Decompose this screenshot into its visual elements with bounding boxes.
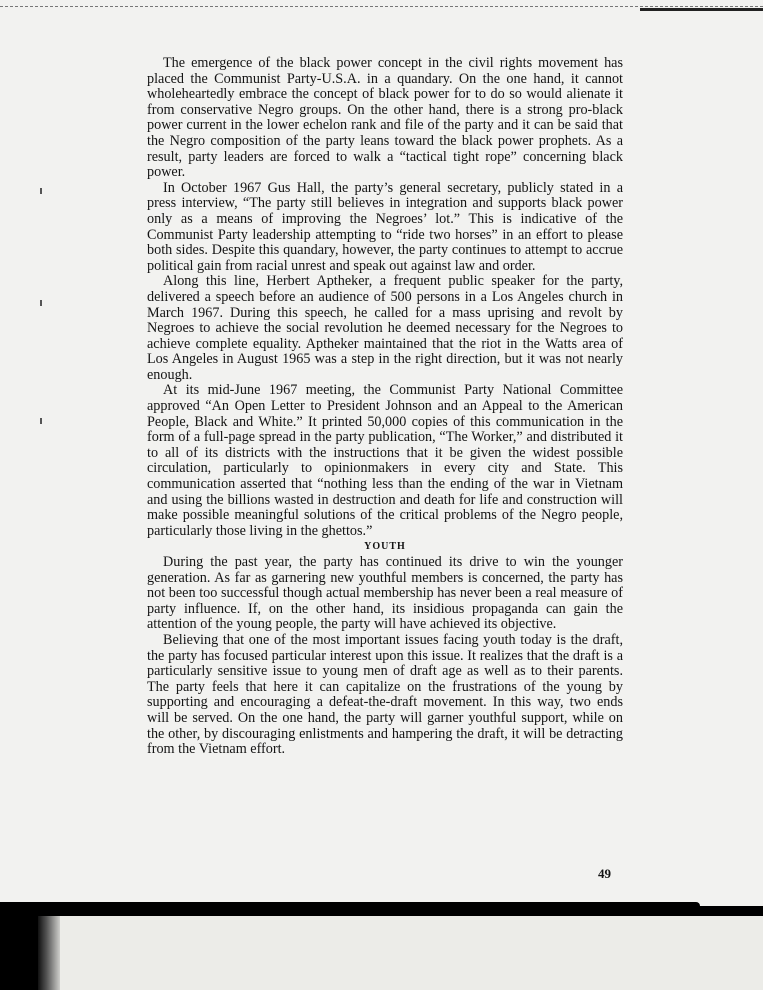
paragraph-black-power-quandary: The emergence of the black power concept in the civil rights movement has placed the Communist Party-U.S.A. in a quandary. On the one hand, it cannot wholeheartedly embrace the concept of black power for to do so would alienate it from conservative Negro groups. On the other hand, there is a strong pro-black power current in the lower echelon rank and file of the party and it can be said that the Negro composition of the party leans toward the black power prophets. As a result, party leaders are forced to walk a “tactical tight rope” concerning black power. <box>147 55 623 181</box>
scan-top-heavy-rule <box>640 8 763 11</box>
section-heading-youth: YOUTH <box>364 541 406 553</box>
paragraph-draft: Believing that one of the most important issues facing youth today is the draft, the party has focused particular interest upon this issue. It realizes that the draft is a particularly sensitive issue to young men of draft age as well as to their parents. The party feels that here it can capitalize on the frustrations of the young by supporting and encouraging a defeat-the-draft movement. In this way, two ends will be served. On the one hand, the party will garner youthful support, while on the other, by discouraging enlistments and hampering the draft, it will be detracting from the Vietnam effort. <box>147 631 623 758</box>
margin-mark <box>40 418 42 424</box>
margin-mark <box>40 188 42 194</box>
scan-top-dashed-rule <box>0 6 763 7</box>
document-body <box>147 56 623 758</box>
paragraph-aptheker: Along this line, Herbert Aptheker, a frequent public speaker for the party, delivered a speech before an audience of 500 persons in a Los Angeles church in March 1967. During this speech, he called for a mass uprising and revolt by Negroes to achieve the social revolution he deemed necessary for the Negroes to achieve complete equality. Aptheker maintained that the riot in the Watts area of Los Angeles in August 1965 was a step in the right direction, but it was not nearly enough. <box>147 273 623 383</box>
page-number: 49 <box>598 866 611 881</box>
scan-page-shadow <box>38 916 60 990</box>
paragraph-gus-hall: In October 1967 Gus Hall, the party’s general secretary, publicly stated in a press interview, “The party still believes in integration and supports black power only as a means of improving the Negroes’ lot.” This is indicative of the Communist Party leadership attempting to “ride two horses” in an effort to please both sides. Despite this quandary, however, the party continues to attempt to accrue political gain from racial unrest and speak out against law and order. <box>147 179 623 274</box>
paragraph-open-letter: At its mid-June 1967 meeting, the Communist Party National Committee approved “An Open Letter to President Johnson and an Appeal to the American People, Black and White.” It printed 50,000 copies of this communication in the form of a full-page spread in the party publication, “The Worker,” and distributed it to all of its districts with the instructions that it be given the widest possible circulation, particularly to opinionmakers in every city and State. This communication asserted that “nothing less than the ending of the war in Vietnam and using the billions wasted in destruction and death for life and construction will make possible meaningful solutions of the critical problems of the Negro people, particularly those living in the ghettos.” <box>147 382 623 539</box>
scan-next-page-edge <box>38 916 763 990</box>
paragraph-younger-generation: During the past year, the party has continued its drive to win the younger generation. As far as garnering new youthful members is concerned, the party has not been too successful though actual membership has never been a real measure of party influence. If, on the other hand, its insidious propaganda can gain the attention of the young people, the party will have achieved its objective. <box>147 554 623 633</box>
margin-mark <box>40 300 42 306</box>
